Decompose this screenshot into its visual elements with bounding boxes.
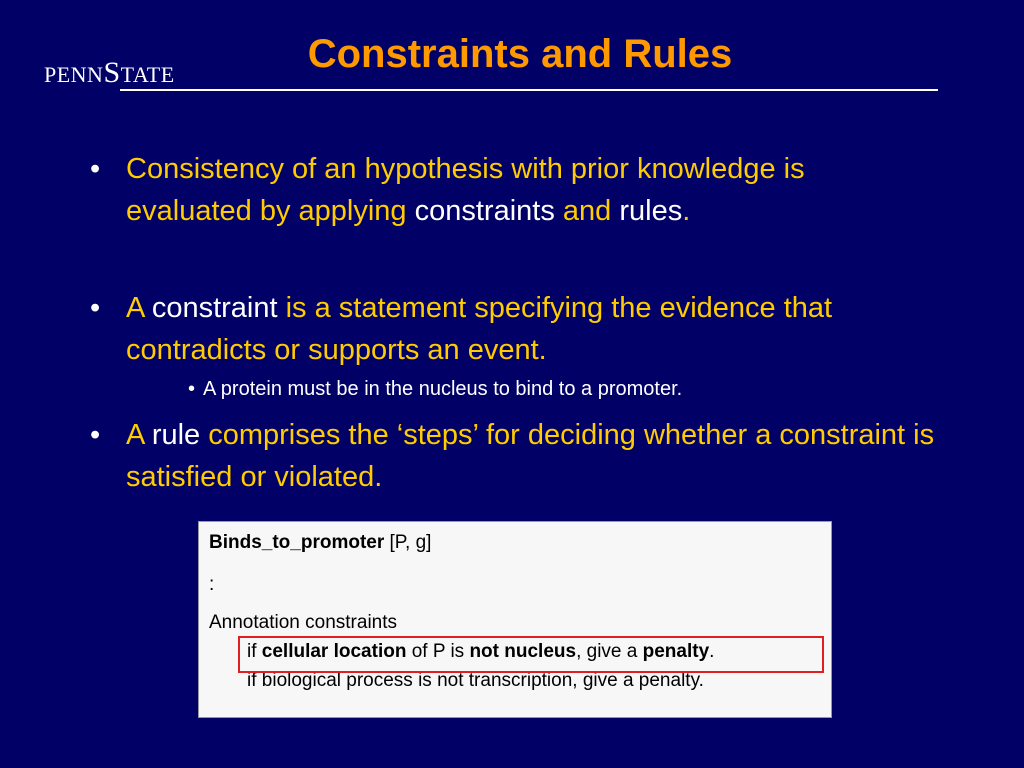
rule-example-box — [198, 521, 832, 718]
bullet-text: A constraint is a statement specifying the evidence that contradicts or supports an event. — [126, 292, 833, 366]
rule-colon: : — [209, 574, 215, 595]
sub-bullet-icon: • — [188, 378, 196, 400]
rule-condition-process: if biological process is not transcription, give a penalty. — [247, 670, 704, 691]
highlight-box — [238, 636, 824, 673]
sub-bullet-protein: • A protein must be in the nucleus to bind to a promoter. — [188, 378, 683, 400]
bullet-icon: • — [90, 292, 101, 324]
bullet-icon: • — [90, 419, 101, 451]
bullet-icon: • — [90, 153, 101, 185]
bullet-text: Consistency of an hypothesis with prior knowledge is evaluated by applying constraints and rules. — [126, 153, 805, 227]
rule-condition-location: if cellular location of P is not nucleus, give a penalty. — [247, 641, 715, 662]
rule-signature: Binds_to_promoter [P, g] — [209, 532, 432, 553]
bullet-text: A rule comprises the ‘steps’ for deciding whether a constraint is satisfied or violated. — [126, 419, 935, 493]
rule-section-heading: Annotation constraints — [209, 612, 398, 633]
title-underline — [120, 89, 938, 91]
slide-title: Constraints and Rules — [307, 32, 733, 76]
pennstate-logo: PENNSTATE — [44, 56, 175, 89]
